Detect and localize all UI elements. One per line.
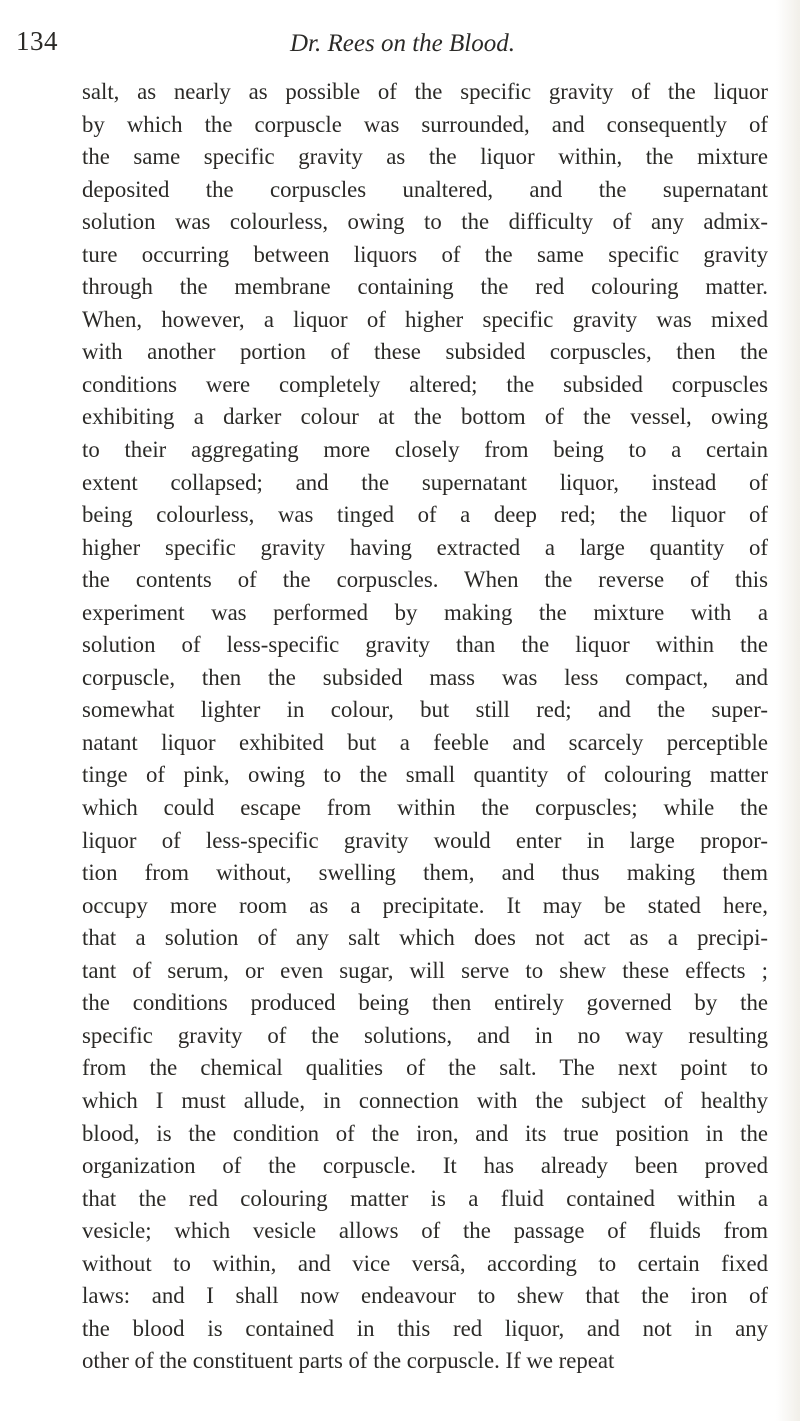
text-line: liquor of less-specific gravity would enter in large propor- xyxy=(82,827,768,853)
text-line: which could escape from within the corpuscles; while the xyxy=(82,795,768,821)
text-line: through the membrane containing the red colouring matter. xyxy=(82,274,768,300)
text-line: corpuscle, then the subsided mass was less compact, and xyxy=(82,664,768,690)
text-line: with another portion of these subsided corpuscles, then the xyxy=(82,339,768,365)
text-line: without to within, and vice versâ, according to certain fixed xyxy=(82,1250,768,1276)
text-line: experiment was performed by making the mixture with a xyxy=(82,599,768,625)
text-line: the conditions produced being then entirely governed by the xyxy=(82,990,768,1016)
text-line: laws: and I shall now endeavour to shew that the iron of xyxy=(82,1283,768,1309)
text-line: other of the constituent parts of the corpuscle. If we repeat xyxy=(82,1348,615,1374)
text-line: specific gravity of the solutions, and in no way resulting xyxy=(82,1022,768,1048)
text-line: to their aggregating more closely from being to a certain xyxy=(82,437,768,463)
text-line: When, however, a liquor of higher specific gravity was mixed xyxy=(82,306,768,332)
text-line: vesicle; which vesicle allows of the passage of fluids from xyxy=(82,1218,768,1244)
text-line: being colourless, was tinged of a deep red; the liquor of xyxy=(82,502,768,528)
text-line: solution was colourless, owing to the difficulty of any admix- xyxy=(82,209,768,235)
text-line: by which the corpuscle was surrounded, and consequently of xyxy=(82,111,768,137)
running-head: Dr. Rees on the Blood. xyxy=(290,30,515,57)
text-line: higher specific gravity having extracted a large quantity of xyxy=(82,534,768,560)
page-number: 134 xyxy=(16,26,58,56)
text-line: tion from without, swelling them, and thus making them xyxy=(82,860,768,886)
text-line: organization of the corpuscle. It has already been proved xyxy=(82,1153,768,1179)
text-line: occupy more room as a precipitate. It may be stated here, xyxy=(82,892,768,918)
text-line: ture occurring between liquors of the same specific gravity xyxy=(82,241,768,267)
text-line: tant of serum, or even sugar, will serve to shew these effects ; xyxy=(82,957,768,983)
text-line: from the chemical qualities of the salt. The next point to xyxy=(82,1055,768,1081)
text-line: salt, as nearly as possible of the specific gravity of the liquor xyxy=(82,79,768,104)
text-line: extent collapsed; and the supernatant liquor, instead of xyxy=(82,469,768,495)
text-line: the contents of the corpuscles. When the reverse of this xyxy=(82,567,768,593)
text-line: exhibiting a darker colour at the bottom of the vessel, owing xyxy=(82,404,768,430)
body-text xyxy=(82,76,768,1378)
text-line: conditions were completely altered; the subsided corpuscles xyxy=(82,371,768,397)
text-line: deposited the corpuscles unaltered, and the supernatant xyxy=(82,176,768,202)
text-line: tinge of pink, owing to the small quantity of colouring matter xyxy=(82,762,768,788)
text-line: which I must allude, in connection with the subject of healthy xyxy=(82,1087,768,1113)
text-line: the blood is contained in this red liquor, and not in any xyxy=(82,1315,768,1341)
text-line: the same specific gravity as the liquor within, the mixture xyxy=(82,144,768,170)
text-line: blood, is the condition of the iron, and its true position in the xyxy=(82,1120,768,1146)
text-line: somewhat lighter in colour, but still red; and the super- xyxy=(82,697,768,723)
text-line: that a solution of any salt which does not act as a precipi- xyxy=(82,925,768,951)
text-line: that the red colouring matter is a fluid contained within a xyxy=(82,1185,768,1211)
text-line: natant liquor exhibited but a feeble and scarcely perceptible xyxy=(82,729,768,755)
page-header xyxy=(0,20,800,60)
text-line: solution of less-specific gravity than the liquor within the xyxy=(82,632,768,658)
